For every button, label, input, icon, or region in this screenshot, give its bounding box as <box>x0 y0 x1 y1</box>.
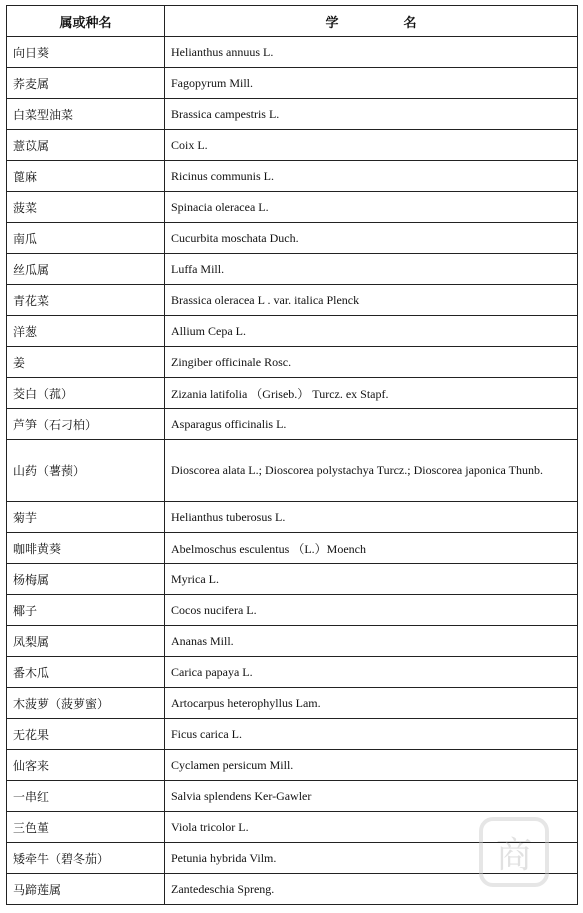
scientific-name-cell: Petunia hybrida Vilm. <box>165 843 578 874</box>
common-name-cell: 丝瓜属 <box>7 254 165 285</box>
scientific-name-cell: Coix L. <box>165 130 578 161</box>
table-row <box>7 688 578 719</box>
scientific-name-cell: Asparagus officinalis L. <box>165 409 578 440</box>
scientific-name-cell: Ficus carica L. <box>165 719 578 750</box>
common-name-cell: 山药（薯蓣） <box>7 440 165 502</box>
common-name-cell: 青花菜 <box>7 285 165 316</box>
table-row <box>7 130 578 161</box>
common-name-cell: 南瓜 <box>7 223 165 254</box>
common-name-cell: 三色堇 <box>7 812 165 843</box>
scientific-name-cell: Abelmoschus esculentus （L.）Moench <box>165 533 578 564</box>
common-name-cell: 番木瓜 <box>7 657 165 688</box>
scientific-name-cell: Artocarpus heterophyllus Lam. <box>165 688 578 719</box>
table-row <box>7 223 578 254</box>
scientific-name-cell: Zingiber officinale Rosc. <box>165 347 578 378</box>
table-row <box>7 37 578 68</box>
common-name-cell: 椰子 <box>7 595 165 626</box>
common-name-cell: 一串红 <box>7 781 165 812</box>
common-name-cell: 姜 <box>7 347 165 378</box>
scientific-name-cell: Spinacia oleracea L. <box>165 192 578 223</box>
table-row <box>7 68 578 99</box>
scientific-name-cell: Carica papaya L. <box>165 657 578 688</box>
header-scientific-name: 学 名 <box>165 6 578 37</box>
table-row <box>7 595 578 626</box>
common-name-cell: 仙客来 <box>7 750 165 781</box>
scientific-name-cell: Cocos nucifera L. <box>165 595 578 626</box>
common-name-cell: 木菠萝（菠萝蜜） <box>7 688 165 719</box>
table-row <box>7 626 578 657</box>
table-row <box>7 347 578 378</box>
common-name-cell: 洋葱 <box>7 316 165 347</box>
table-row <box>7 378 578 409</box>
table-row <box>7 812 578 843</box>
table-row <box>7 781 578 812</box>
table-row <box>7 440 578 502</box>
table-row <box>7 192 578 223</box>
common-name-cell: 薏苡属 <box>7 130 165 161</box>
table-row <box>7 533 578 564</box>
scientific-name-cell: Brassica campestris L. <box>165 99 578 130</box>
table-row <box>7 254 578 285</box>
table-body <box>7 37 578 905</box>
header-genus: 属或种名 <box>7 6 165 37</box>
scientific-name-cell: Dioscorea alata L.; Dioscorea polystachya Turcz.; Dioscorea japonica Thunb. <box>165 440 578 502</box>
scientific-name-cell: Viola tricolor L. <box>165 812 578 843</box>
common-name-cell: 凤梨属 <box>7 626 165 657</box>
table-row <box>7 874 578 905</box>
table-row <box>7 719 578 750</box>
common-name-cell: 向日葵 <box>7 37 165 68</box>
table-row <box>7 843 578 874</box>
scientific-name-cell: Zizania latifolia （Griseb.） Turcz. ex Stapf. <box>165 378 578 409</box>
scientific-name-cell: Helianthus tuberosus L. <box>165 502 578 533</box>
scientific-name-cell: Luffa Mill. <box>165 254 578 285</box>
common-name-cell: 无花果 <box>7 719 165 750</box>
table-row <box>7 750 578 781</box>
scientific-name-cell: Helianthus annuus L. <box>165 37 578 68</box>
table-row <box>7 161 578 192</box>
scientific-name-cell: Cucurbita moschata Duch. <box>165 223 578 254</box>
table-row <box>7 502 578 533</box>
common-name-cell: 蓖麻 <box>7 161 165 192</box>
scientific-name-cell: Ananas Mill. <box>165 626 578 657</box>
scientific-name-cell: Fagopyrum Mill. <box>165 68 578 99</box>
scientific-name-cell: Salvia splendens Ker-Gawler <box>165 781 578 812</box>
scientific-name-cell: Brassica oleracea L . var. italica Plenck <box>165 285 578 316</box>
table-header-row <box>7 6 578 37</box>
common-name-cell: 芦笋（石刁柏） <box>7 409 165 440</box>
common-name-cell: 杨梅属 <box>7 564 165 595</box>
common-name-cell: 白菜型油菜 <box>7 99 165 130</box>
common-name-cell: 茭白（菰） <box>7 378 165 409</box>
common-name-cell: 马蹄莲属 <box>7 874 165 905</box>
scientific-name-cell: Cyclamen persicum Mill. <box>165 750 578 781</box>
common-name-cell: 荞麦属 <box>7 68 165 99</box>
scientific-name-cell: Ricinus communis L. <box>165 161 578 192</box>
common-name-cell: 菊芋 <box>7 502 165 533</box>
scientific-name-cell: Myrica L. <box>165 564 578 595</box>
table-row <box>7 657 578 688</box>
species-table <box>6 5 578 905</box>
table-row <box>7 409 578 440</box>
scientific-name-cell: Zantedeschia Spreng. <box>165 874 578 905</box>
scientific-name-cell: Allium Cepa L. <box>165 316 578 347</box>
table-row <box>7 564 578 595</box>
common-name-cell: 矮牵牛（碧冬茄） <box>7 843 165 874</box>
species-table-container <box>6 5 577 905</box>
table-row <box>7 316 578 347</box>
common-name-cell: 菠菜 <box>7 192 165 223</box>
table-row <box>7 99 578 130</box>
common-name-cell: 咖啡黄葵 <box>7 533 165 564</box>
table-row <box>7 285 578 316</box>
watermark-glyph: 商 <box>495 834 532 876</box>
